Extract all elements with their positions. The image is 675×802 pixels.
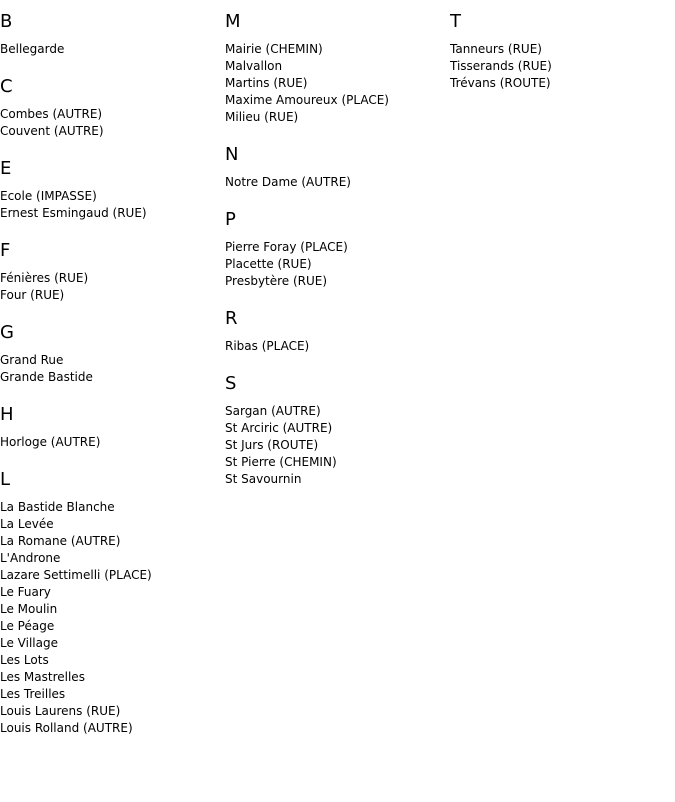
street-link[interactable]: Grande Bastide [0,370,93,384]
street-link[interactable]: Bellegarde [0,42,65,56]
letter-heading: F [0,240,11,261]
letter-group [0,158,225,222]
letter-heading: P [225,209,236,230]
letter-group [450,11,675,92]
street-list [0,499,225,737]
street-link[interactable]: Placette (RUE) [225,257,312,271]
street-list [225,239,450,290]
letter-heading: G [0,322,14,343]
street-link[interactable]: Le Moulin [0,602,58,616]
letter-heading: M [225,11,241,32]
street-link[interactable]: L'Androne [0,551,61,565]
letter-group [0,469,225,737]
street-list [0,41,225,58]
street-link[interactable]: Milieu (RUE) [225,110,299,124]
street-index-column-1 [0,0,225,737]
street-link[interactable]: St Jurs (ROUTE) [225,438,319,452]
street-list [0,352,225,386]
street-list [225,338,450,355]
street-list [0,106,225,140]
letter-group [0,76,225,140]
letter-heading: E [0,158,12,179]
letter-heading: R [225,308,238,329]
street-link[interactable]: Sargan (AUTRE) [225,404,321,418]
street-link[interactable]: Ribas (PLACE) [225,339,310,353]
street-link[interactable]: La Bastide Blanche [0,500,115,514]
street-link[interactable]: St Savournin [225,472,302,486]
street-list [0,188,225,222]
street-list [225,41,450,126]
street-link[interactable]: Le Village [0,636,58,650]
letter-heading: L [0,469,11,490]
letter-group [0,404,225,451]
street-link[interactable]: Les Treilles [0,687,66,701]
letter-group [225,373,450,488]
letter-heading: S [225,373,237,394]
letter-group [225,144,450,191]
street-link[interactable]: Combes (AUTRE) [0,107,103,121]
street-link[interactable]: Louis Laurens (RUE) [0,704,121,718]
street-link[interactable]: St Pierre (CHEMIN) [225,455,337,469]
street-link[interactable]: Louis Rolland (AUTRE) [0,721,133,735]
street-link[interactable]: La Levée [0,517,54,531]
street-link[interactable]: Ecole (IMPASSE) [0,189,97,203]
street-link[interactable]: Les Mastrelles [0,670,85,684]
street-link[interactable]: Malvallon [225,59,283,73]
street-list [0,434,225,451]
street-link[interactable]: Mairie (CHEMIN) [225,42,323,56]
street-link[interactable]: Trévans (ROUTE) [450,76,551,90]
letter-group [225,308,450,355]
street-link[interactable]: Les Lots [0,653,49,667]
letter-heading: H [0,404,14,425]
street-link[interactable]: Notre Dame (AUTRE) [225,175,351,189]
street-link[interactable]: Horloge (AUTRE) [0,435,101,449]
street-link[interactable]: Couvent (AUTRE) [0,124,104,138]
street-link[interactable]: Le Fuary [0,585,51,599]
street-link[interactable]: Tisserands (RUE) [450,59,552,73]
letter-group [0,240,225,304]
street-link[interactable]: Tanneurs (RUE) [450,42,542,56]
street-link[interactable]: Martins (RUE) [225,76,308,90]
street-link[interactable]: Maxime Amoureux (PLACE) [225,93,389,107]
letter-heading: T [450,11,461,32]
street-index-column-2 [225,0,450,488]
street-link[interactable]: Ernest Esmingaud (RUE) [0,206,147,220]
letter-group [0,322,225,386]
street-list [225,174,450,191]
street-link[interactable]: Grand Rue [0,353,64,367]
letter-heading: N [225,144,239,165]
street-link[interactable]: Pierre Foray (PLACE) [225,240,348,254]
street-link[interactable]: Four (RUE) [0,288,65,302]
street-link[interactable]: Lazare Settimelli (PLACE) [0,568,152,582]
street-link[interactable]: Fénières (RUE) [0,271,89,285]
street-index-column-3 [450,0,675,92]
street-list [0,270,225,304]
street-list [450,41,675,92]
street-link[interactable]: La Romane (AUTRE) [0,534,121,548]
street-link[interactable]: Le Péage [0,619,55,633]
street-link[interactable]: St Arciric (AUTRE) [225,421,333,435]
letter-group [0,11,225,58]
letter-group [225,11,450,126]
letter-group [225,209,450,290]
street-list [225,403,450,488]
letter-heading: C [0,76,13,97]
letter-heading: B [0,11,13,32]
street-link[interactable]: Presbytère (RUE) [225,274,328,288]
